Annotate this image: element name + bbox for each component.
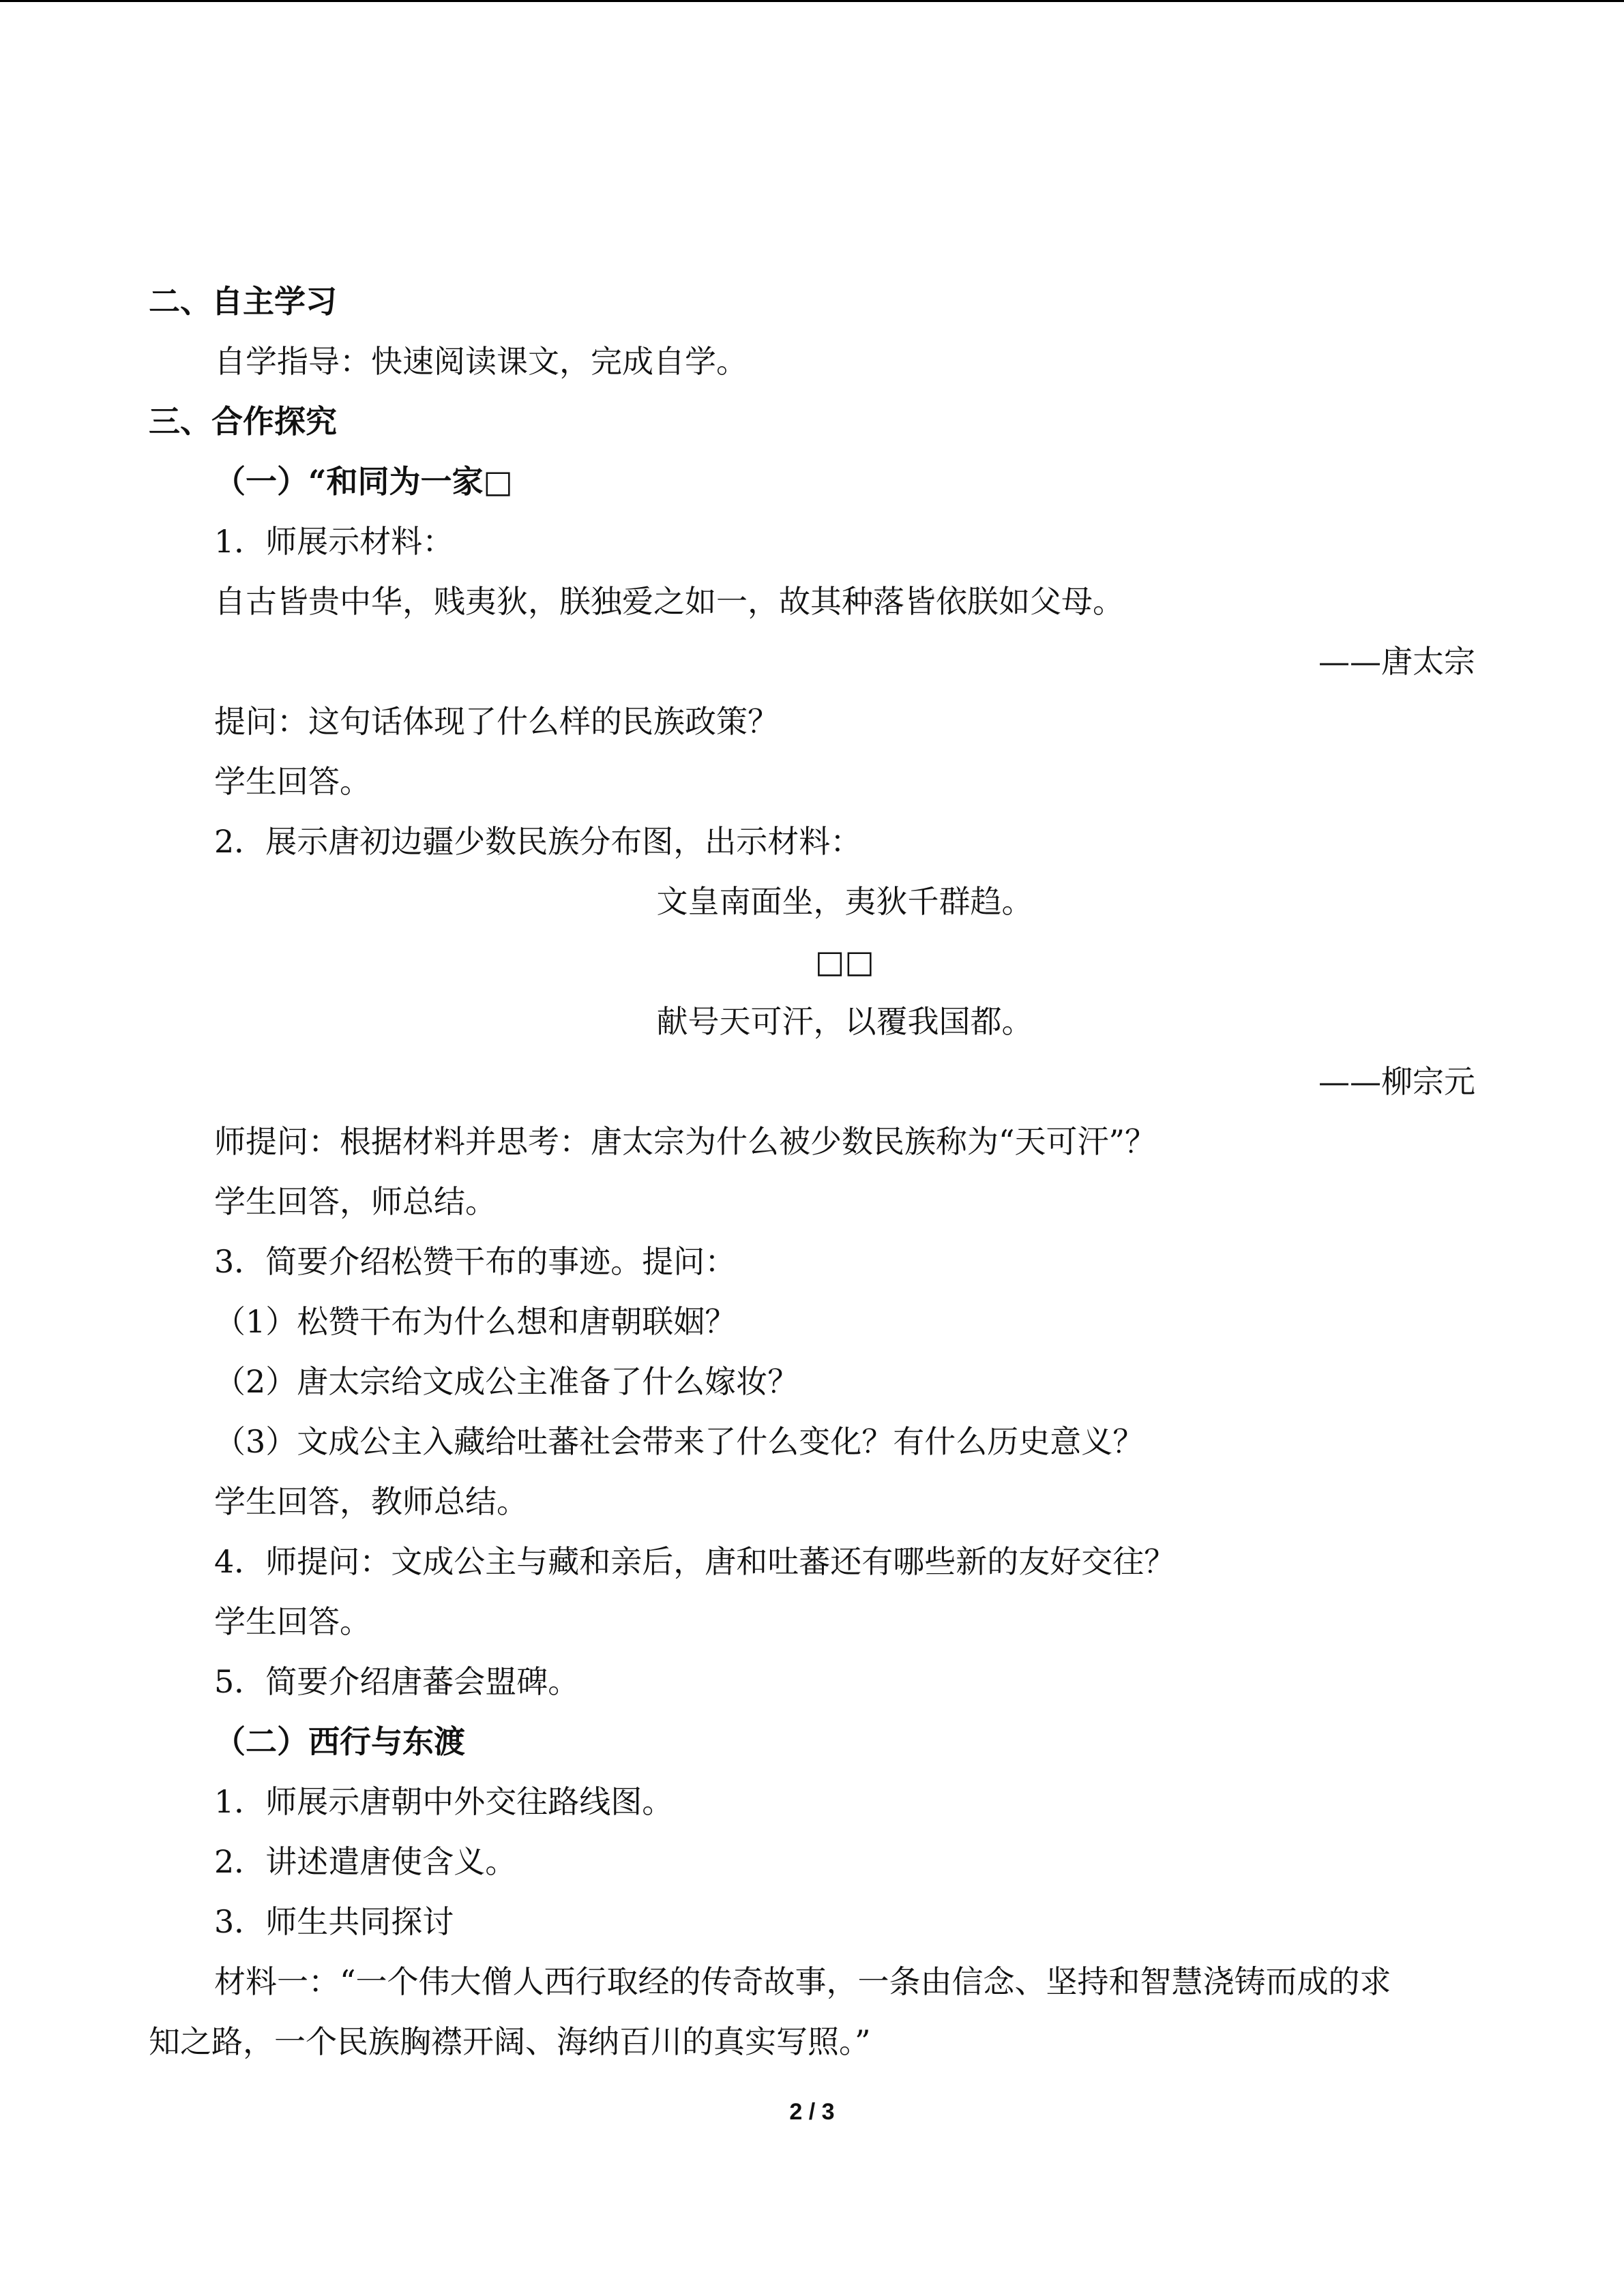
- poem-line-1: 文皇南面坐，夷狄千群趋。: [656, 883, 1033, 920]
- poem-line-2: 献号天可汗，以覆我国都。: [656, 1003, 1033, 1040]
- poem-gap: □□: [815, 943, 874, 980]
- self-study-guide: 自学指导：快速阅读课文，完成自学。: [214, 343, 748, 380]
- material-1-line-1: 材料一：“一个伟大僧人西行取经的传奇故事，一条由信念、坚持和智慧浇铸而成的求: [214, 1963, 1391, 2000]
- answer-4: 学生回答。: [214, 1603, 371, 1640]
- item-2-1: 1．师展示唐朝中外交往路线图。: [214, 1783, 674, 1820]
- subsection-title-1: （一）“和同为一家□: [214, 463, 513, 500]
- question-3-1: （1）松赞干布为什么想和唐朝联姻？: [214, 1303, 737, 1340]
- item-1-3: 3．简要介绍松赞干布的事迹。提问：: [214, 1243, 737, 1280]
- page-body: [149, 271, 1475, 2072]
- item-1-5: 5．简要介绍唐蕃会盟碑。: [214, 1663, 580, 1700]
- item-1-2: 2．展示唐初边疆少数民族分布图，出示材料：: [214, 823, 862, 860]
- item-2-3: 3．师生共同探讨: [214, 1903, 454, 1940]
- question-1: 提问：这句话体现了什么样的民族政策？: [214, 703, 779, 740]
- question-2: 师提问：根据材料并思考：唐太宗为什么被少数民族称为“天可汗”？: [214, 1123, 1157, 1160]
- item-2-2: 2．讲述遣唐使含义。: [214, 1843, 517, 1880]
- answer-1: 学生回答。: [214, 763, 371, 800]
- page-number: 2 / 3: [789, 2099, 835, 2125]
- quote-taizong: 自古皆贵中华，贱夷狄，朕独爱之如一，故其种落皆依朕如父母。: [214, 583, 1124, 620]
- subsection-title-2: （二）西行与东渡: [214, 1723, 465, 1760]
- material-1-line-2: 知之路，一个民族胸襟开阔、海纳百川的真实写照。”: [149, 2023, 871, 2060]
- answer-3: 学生回答，教师总结。: [214, 1483, 528, 1520]
- question-3-2: （2）唐太宗给文成公主准备了什么嫁妆？: [214, 1363, 799, 1400]
- item-1-1: 1．师展示材料：: [214, 523, 454, 560]
- answer-2: 学生回答，师总结。: [214, 1183, 497, 1220]
- poem-source: ——柳宗元: [1318, 1063, 1475, 1100]
- question-3-3: （3）文成公主入藏给吐蕃社会带来了什么变化？有什么历史意义？: [214, 1423, 1145, 1460]
- quote-source-taizong: ——唐太宗: [1318, 643, 1475, 680]
- item-1-4: 4．师提问：文成公主与藏和亲后，唐和吐蕃还有哪些新的友好交往？: [214, 1543, 1176, 1580]
- section-heading-self-study: 二、自主学习: [149, 283, 337, 320]
- section-heading-cooperation: 三、合作探究: [149, 403, 337, 440]
